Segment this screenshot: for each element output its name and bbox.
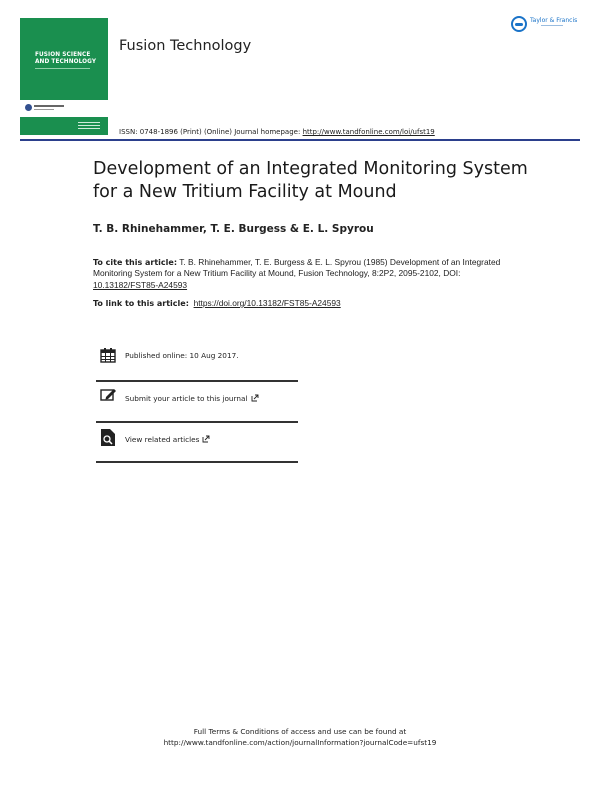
article-authors: T. B. Rhinehammer, T. E. Burgess & E. L. Spyrou [93, 223, 374, 235]
submit-article-link[interactable] [125, 394, 259, 403]
society-logo-subtext [34, 109, 54, 110]
submit-article-label: Submit your article to this journal [125, 394, 248, 403]
footer-line1: Full Terms & Conditions of access and use can be found at [193, 727, 407, 736]
header-divider [20, 139, 580, 141]
issn-text: ISSN: 0748-1896 (Print) (Online) Journal homepage: [119, 128, 303, 136]
journal-cover-image [20, 18, 108, 135]
calendar-icon [100, 347, 116, 363]
article-doi-url[interactable]: https://doi.org/10.13182/FST85-A24593 [193, 298, 341, 308]
cite-text: T. B. Rhinehammer, T. E. Burgess & E. L. Spyrou (1985) Development of an Integrated Monitoring System for a New Tritium Facility at Mound, Fusion Technology, 8:2P2, 2095-2102, DOI: [93, 257, 501, 279]
cover-title [35, 51, 96, 65]
footer-terms [0, 726, 600, 748]
cite-label: To cite this article: [93, 258, 178, 267]
row-divider [96, 461, 298, 463]
publisher-name: Taylor & Francis [530, 17, 578, 24]
citation-block [93, 257, 513, 291]
article-link-block [93, 298, 341, 308]
cover-issue-text [78, 122, 100, 123]
cover-subtitle [35, 68, 90, 69]
cover-title-line2: AND TECHNOLOGY [35, 57, 97, 65]
taylor-francis-logo-icon [511, 16, 527, 32]
edit-icon [100, 387, 117, 402]
related-articles-icon [101, 429, 115, 446]
doi-link[interactable]: 10.13182/FST85-A24593 [93, 279, 188, 290]
published-online-date: Published online: 10 Aug 2017. [125, 351, 239, 360]
society-logo-icon [25, 104, 32, 111]
cover-title-line1: FUSION SCIENCE [35, 50, 91, 58]
journal-name: Fusion Technology [119, 38, 252, 54]
society-logo-text [34, 105, 64, 107]
journal-homepage-link[interactable]: http://www.tandfonline.com/loi/ufst19 [302, 128, 435, 136]
publisher-tagline [541, 25, 563, 26]
view-related-articles-link[interactable] [125, 435, 210, 444]
article-title: Development of an Integrated Monitoring System for a New Tritium Facility at Mound [93, 159, 528, 202]
issn-line [119, 128, 435, 136]
row-divider [96, 421, 298, 423]
view-related-articles-label: View related articles [125, 435, 200, 444]
link-label: To link to this article: [93, 299, 189, 308]
external-link-icon [251, 394, 259, 403]
row-divider [96, 380, 298, 382]
footer-terms-url[interactable]: http://www.tandfonline.com/action/journalInformation?journalCode=ufst19 [163, 738, 437, 747]
external-link-icon [202, 435, 210, 444]
